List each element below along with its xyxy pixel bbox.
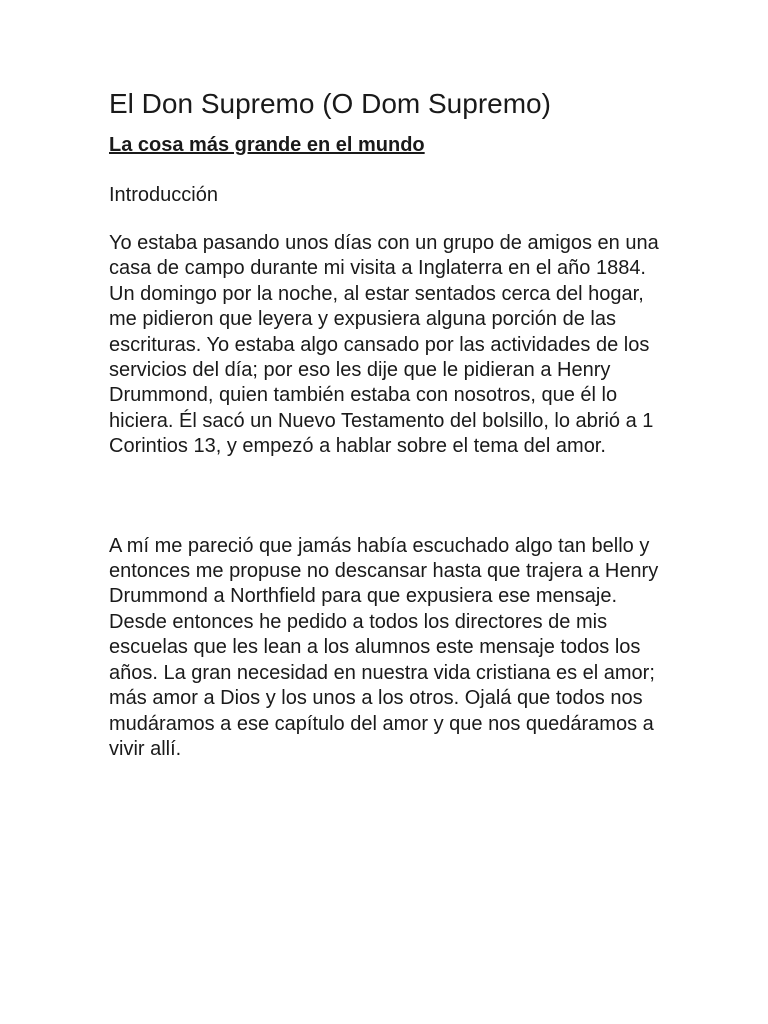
section-heading: Introducción <box>109 184 218 206</box>
document-subtitle: La cosa más grande en el mundo <box>109 134 425 156</box>
document-page <box>109 86 669 762</box>
document-title: El Don Supremo (O Dom Supremo) <box>109 88 551 119</box>
paragraph: Yo estaba pasando unos días con un grupo de amigos en una casa de campo durante mi visita a Inglaterra en el año 1884. Un domingo por la noche, al estar sentados cerca del hogar, me pidieron que leyera y expusiera alguna porción de las escrituras. Yo estaba algo cansado por las actividades de los servicios del día; por eso les dije que le pidieran a Henry Drummond, quien también estaba con nosotros, que él lo hiciera. Él sacó un Nuevo Testamento del bolsillo, lo abrió a 1 Corintios 13, y empezó a hablar sobre el tema del amor. <box>109 232 659 458</box>
paragraph: A mí me pareció que jamás había escuchado algo tan bello y entonces me propuse no descansar hasta que trajera a Henry Drummond a Northfield para que expusiera ese mensaje. Desde entonces he pedido a todos los directores de mis escuelas que les lean a los alumnos este mensaje todos los años. La gran necesidad en nuestra vida cristiana es el amor; más amor a Dios y los unos a los otros. Ojalá que todos nos mudáramos a ese capítulo del amor y que nos quedáramos a vivir allí. <box>109 534 659 760</box>
